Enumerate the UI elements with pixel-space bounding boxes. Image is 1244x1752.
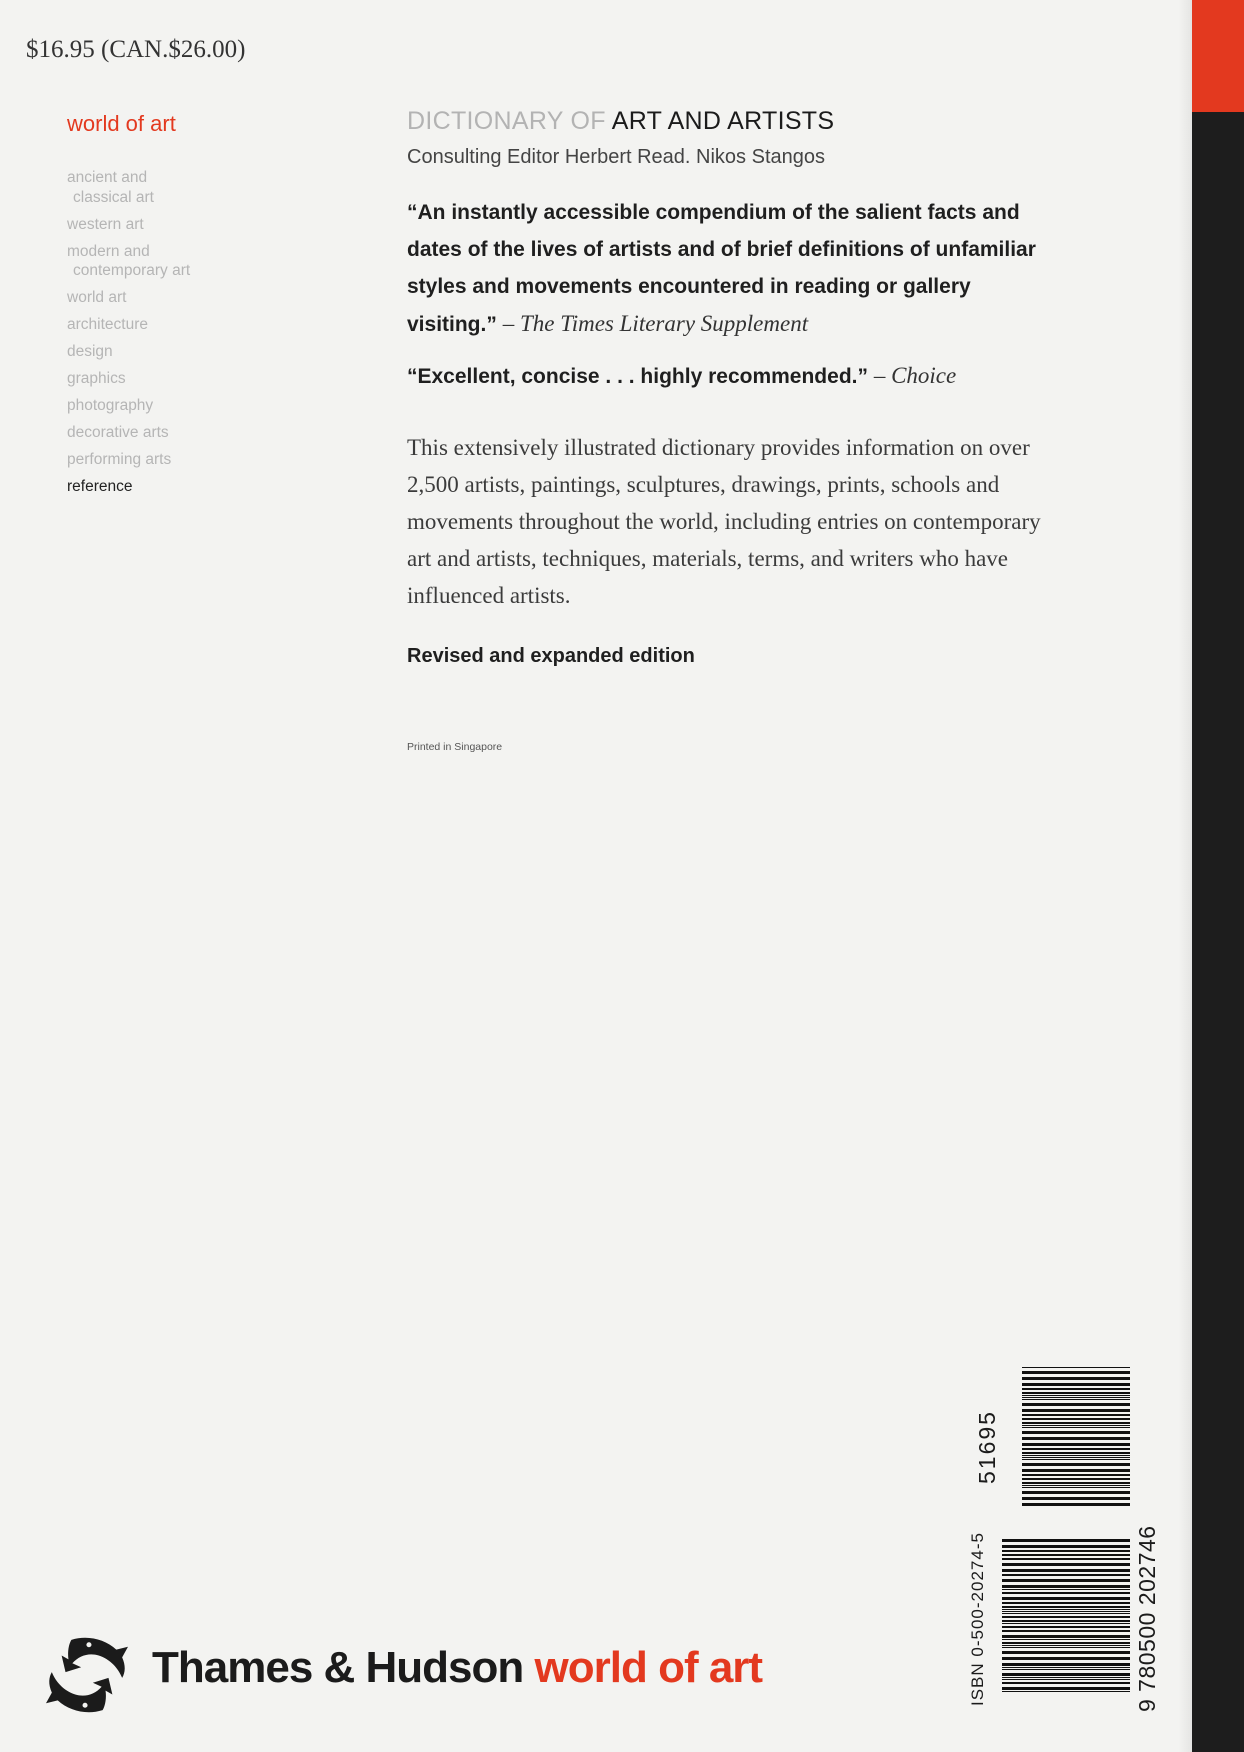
spine-shadow: [1178, 0, 1192, 1752]
category-label: modern and: [67, 242, 150, 260]
category-label-line2: classical art: [73, 188, 154, 206]
publisher-name: Thames & Hudson: [152, 1643, 524, 1692]
review-quote: [407, 194, 1047, 343]
category-label: photography: [67, 397, 154, 414]
category-label: graphics: [67, 370, 126, 387]
printed-in-note: Printed in Singapore: [407, 741, 503, 753]
category-label: ancient and: [67, 169, 148, 186]
quote-text: “An instantly accessible compendium of the salient facts and dates of the lives of artists and of brief definitions of unfamiliar styles and movements encountered in reading or gallery visiting.”: [407, 201, 1036, 336]
main-content: [407, 106, 1057, 753]
category-list: [67, 168, 190, 504]
quote-source: Choice: [891, 363, 957, 388]
quote-dash: –: [502, 311, 515, 336]
category-label: performing arts: [67, 451, 172, 468]
category-item: [67, 450, 190, 470]
quote-source: The Times Literary Supplement: [519, 311, 809, 336]
isbn-number: ISBN 0-500-20274-5: [968, 1532, 987, 1706]
edition-note: Revised and expanded edition: [407, 645, 695, 667]
ean-barcode: [1002, 1534, 1130, 1692]
book-title-prefix: DICTIONARY OF: [407, 107, 606, 135]
thames-hudson-dolphins-logo-icon: [38, 1634, 136, 1716]
quote-attribution: [503, 311, 808, 336]
ean-digits: 9 780500 202746: [1134, 1525, 1160, 1712]
category-item: [67, 168, 190, 207]
category-item: [67, 315, 190, 335]
category-item: [67, 369, 190, 389]
category-item: [67, 423, 190, 443]
category-label-line2: contemporary art: [73, 262, 191, 279]
quote-text: “Excellent, concise . . . highly recommended.”: [407, 365, 868, 388]
publisher-series: world of art: [534, 1643, 763, 1692]
series-title: world of art: [67, 111, 176, 136]
quote-dash: –: [873, 363, 886, 388]
category-item: [67, 215, 190, 235]
price-label: $16.95 (CAN.$26.00): [26, 36, 246, 63]
book-description: This extensively illustrated dictionary provides information on over 2,500 artists, paintings, sculptures, drawings, prints, schools and movements throughout the world, including entries on contemporary art and artists, techniques, materials, terms, and writers who have influenced artists.: [407, 435, 1041, 608]
book-title-main: ART AND ARTISTS: [611, 107, 835, 135]
category-label: architecture: [67, 316, 148, 333]
addon-digits: 51695: [974, 1410, 1000, 1484]
spine-red-stripe: [1192, 0, 1244, 112]
category-item: [67, 288, 190, 308]
category-item: [67, 242, 190, 281]
review-quote: [407, 357, 1057, 395]
category-label: western art: [67, 215, 144, 233]
barcode-block: [968, 1340, 1158, 1712]
category-label: design: [67, 343, 113, 360]
spine-black-stripe: [1192, 112, 1244, 1752]
addon-barcode: [1022, 1364, 1130, 1506]
book-title: [407, 106, 1057, 136]
category-label: decorative arts: [67, 424, 169, 441]
quote-attribution: [874, 363, 956, 388]
publisher-wordmark: [152, 1640, 762, 1696]
category-item: [67, 477, 190, 497]
editors-line: Consulting Editor Herbert Read. Nikos Stangos: [407, 146, 825, 168]
category-label: world art: [67, 289, 127, 306]
category-item: [67, 396, 190, 416]
category-label: reference: [67, 478, 133, 495]
category-item: [67, 342, 190, 362]
